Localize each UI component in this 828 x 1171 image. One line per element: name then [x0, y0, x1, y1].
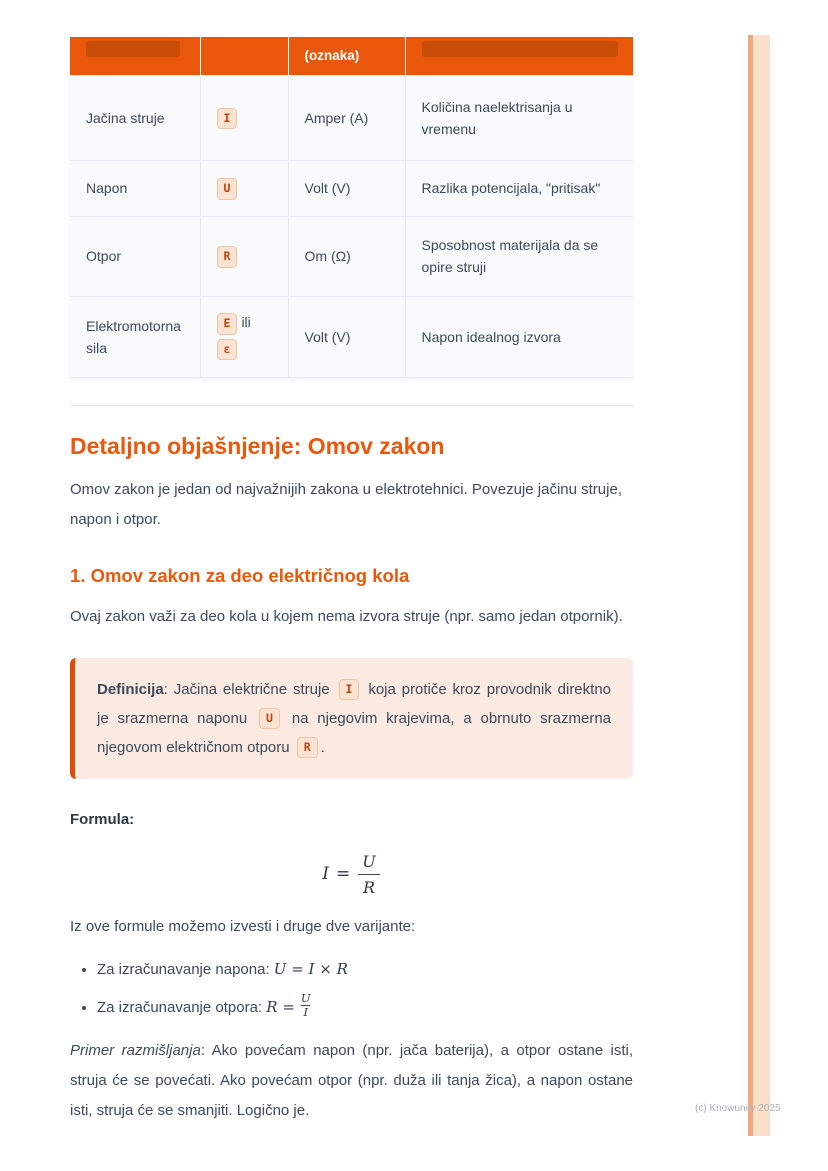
definition-text: na njegovim krajevima, a obrnuto srazmerna njegovom električnom otporu [97, 709, 612, 756]
fraction-denominator: I [303, 1005, 309, 1020]
example-paragraph [70, 1036, 633, 1126]
table-header-row [70, 37, 633, 75]
section-divider [70, 405, 633, 406]
list-item [97, 990, 633, 1022]
symbol-cell [200, 296, 288, 377]
unit-cell: Om (Ω) [288, 216, 405, 296]
quantities-table [70, 37, 633, 378]
symbol-badge: U [217, 178, 238, 200]
definition-text: . [320, 738, 325, 756]
copyright-text: (c) Knowunity 2025 [695, 1103, 781, 1114]
subsection-paragraph: Ovaj zakon važi za deo kola u kojem nema izvora struje (npr. samo jedan otpornik). [70, 607, 623, 625]
definition-text: : Jačina električne struje [163, 680, 330, 698]
description-cell: Sposobnost materijala da se opire struji [405, 216, 633, 296]
formula-fraction [357, 852, 380, 897]
definition-callout [70, 658, 633, 779]
page-edge-stripe-light [753, 35, 770, 1136]
variants-list [70, 956, 633, 1022]
fraction-numerator: U [300, 990, 311, 1005]
list-item-formula: U = I × R [273, 959, 348, 978]
symbol-cell [200, 216, 288, 296]
list-item-text: Za izračunavanje otpora: [97, 998, 267, 1016]
formula-label: Formula: [70, 810, 135, 828]
quantity-name-cell: Napon [70, 160, 200, 216]
variants-paragraph: Iz ove formule možemo izvesti i druge dve varijante: [70, 917, 416, 935]
unit-cell: Volt (V) [288, 296, 405, 377]
column-header-unit [288, 37, 405, 75]
symbol-cell [200, 75, 288, 160]
symbol-join-text: ili [241, 314, 251, 330]
description-cell: Razlika potencijala, "pritisak" [405, 160, 633, 216]
quantity-name-cell: Otpor [70, 216, 200, 296]
unit-cell: Volt (V) [288, 160, 405, 216]
list-item-formula: R = [266, 997, 295, 1016]
page-edge-stripe [748, 35, 770, 1136]
example-text: : Ako povećam napon (npr. jača baterija), a otpor ostane isti, struja će se povećati. Ako povećam otpor (npr. duža ili tanja žica), a napon ostane isti, struja će se smanjiti. Logično je. [70, 1042, 633, 1120]
formula-equals: = [335, 864, 351, 884]
column-header-quantity [70, 37, 200, 75]
table-row [70, 296, 633, 377]
symbol-badge: I [339, 679, 360, 701]
column-header-description [405, 37, 633, 75]
example-lead-in: Primer razmišljanja [70, 1042, 201, 1060]
symbol-cell [200, 160, 288, 216]
description-cell: Napon idealnog izvora [405, 296, 633, 377]
column-header-symbol [200, 37, 288, 75]
ohms-law-formula [70, 852, 633, 897]
symbol-badge: R [217, 246, 238, 268]
symbol-badge: U [259, 708, 280, 730]
symbol-alt-badge: ε [217, 339, 238, 361]
table-row [70, 160, 633, 216]
list-item [97, 956, 633, 983]
symbol-badge: I [217, 108, 238, 130]
table-row [70, 216, 633, 296]
definition-label: Definicija [97, 680, 164, 698]
header-redacted-block [422, 41, 618, 57]
definition-text: koja protiče kroz provodnik direktno je srazmerna naponu [97, 680, 612, 727]
formula-lhs: I [322, 864, 329, 884]
table-row [70, 75, 633, 160]
intro-paragraph: Omov zakon je jedan od najvažnijih zakona u elektrotehnici. Povezuje jačinu struje, napon i otpor. [70, 480, 622, 528]
symbol-badge: R [297, 737, 318, 759]
list-item-text: Za izračunavanje napona: [97, 960, 274, 978]
quantity-name-cell: Elektromotorna sila [70, 296, 200, 377]
inline-fraction [299, 992, 313, 1019]
document-content [70, 0, 633, 1126]
subsection-heading: 1. Omov zakon za deo električnog kola [70, 564, 410, 586]
header-redacted-block [86, 41, 180, 57]
column-header-unit-label: (oznaka) [304, 48, 360, 64]
quantity-name-cell: Jačina struje [70, 75, 200, 160]
section-heading: Detaljno objašnjenje: Omov zakon [70, 432, 445, 459]
symbol-badge: E [217, 313, 238, 335]
fraction-numerator: U [362, 851, 376, 871]
unit-cell: Amper (A) [288, 75, 405, 160]
fraction-denominator: R [358, 874, 380, 897]
description-cell: Količina naelektrisanja u vremenu [405, 75, 633, 160]
